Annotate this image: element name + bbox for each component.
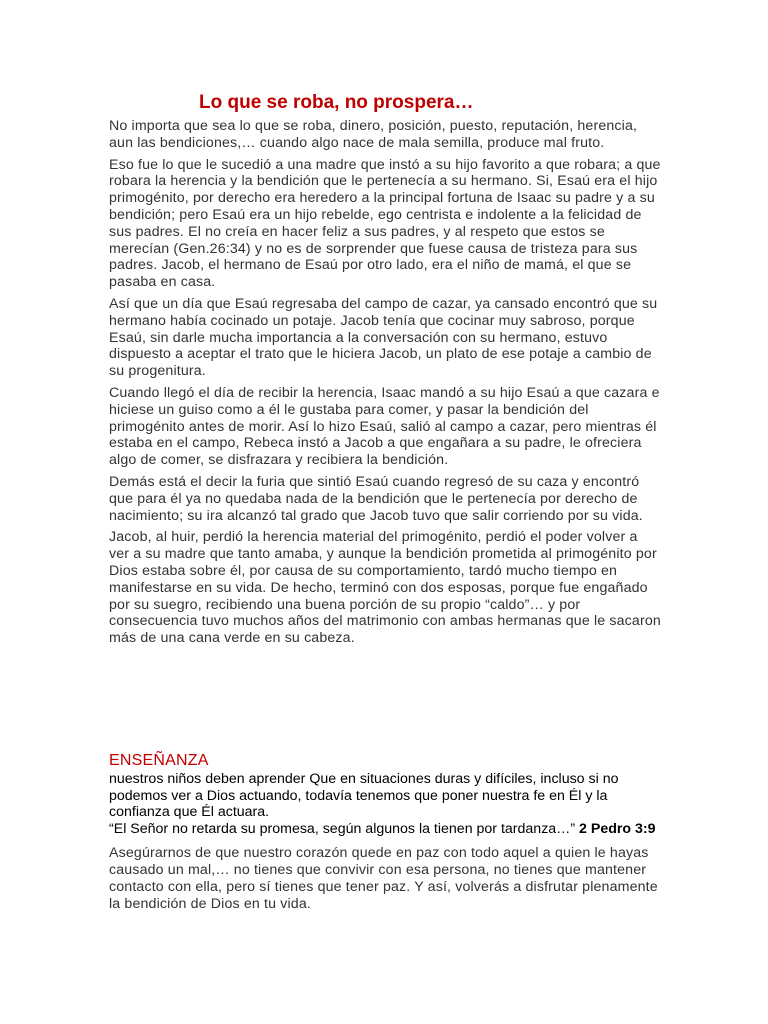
lesson-heading: ENSEÑANZA bbox=[109, 752, 209, 769]
bible-quote-text: “El Señor no retarda su promesa, según algunos la tienen por tardanza…” bbox=[109, 820, 580, 837]
paragraph-mother: Eso fue lo que le sucedió a una madre que instó a su hijo favorito a que robara; a que robara la herencia y la bendición que le pertenecía a su hermano. Si, Esaú era el hijo primogénito, por derecho era heredero a la principal fortuna de Isaac su padre y a su bendición; pero Esaú era un hijo rebelde, ego centrista e indolente a la felicidad de sus padres. El no creía en hacer feliz a sus padres, y al respeto que estos se merecían (Gen.26:34) y no es de sorprender que fuese causa de tristeza para sus padres. Jacob, el hermano de Esaú por otro lado, era el niño de mamá, el que se pasaba en casa. bbox=[109, 156, 661, 291]
paragraph-intro: No importa que sea lo que se roba, dinero, posición, puesto, reputación, herencia, aun las bendiciones,… cuando algo nace de mala semilla, produce mal fruto. bbox=[109, 118, 638, 151]
paragraph-jacob-flight: Jacob, al huir, perdió la herencia material del primogénito, perdió el poder volver a ver a su madre que tanto amaba, y aunque la bendición prometida al primogénito por Dios estaba sobre él, por causa de su comportamiento, tardó mucho tiempo en manifestarse en su vida. De hecho, terminó con dos esposas, porque fue engañado por su suegro, recibiendo una buena porción de su propio “caldo”… y por consecuencia tuvo muchos años del matrimonio con ambas hermanas que le sacaron más de una cana verde en su cabeza. bbox=[109, 529, 661, 647]
lesson-text: nuestros niños deben aprender Que en situaciones duras y difíciles, incluso si no podemos ver a Dios actuando, todavía tenemos que poner nuestra fe en Él y la confianza que Él actuara. bbox=[109, 771, 619, 821]
bible-quote bbox=[109, 821, 661, 838]
story-body bbox=[109, 118, 661, 652]
lesson-section bbox=[109, 752, 661, 913]
paragraph-potaje: Así que un día que Esaú regresaba del campo de cazar, ya cansado encontró que su hermano había cocinado un potaje. Jacob tenía que cocinar muy sabroso, porque Esaú, sin darle mucha importancia a la conversación con su hermano, estuvo dispuesto a aceptar el trato que le hiciera Jacob, un plato de ese potaje a cambio de su progenitura. bbox=[109, 295, 658, 380]
document-title: Lo que se roba, no prospera… bbox=[199, 92, 474, 113]
bible-quote-reference: 2 Pedro 3:9 bbox=[579, 820, 656, 837]
paragraph-fury: Demás está el decir la furia que sintió Esaú cuando regresó de su caza y encontró que para él ya no quedaba nada de la bendición que le pertenecía por derecho de nacimiento; su ira alcanzó tal grado que Jacob tuvo que salir corriendo por su vida. bbox=[109, 473, 643, 524]
closing-paragraph: Asegúrarnos de que nuestro corazón quede en paz con todo aquel a quien le hayas causado un mal,… no tienes que convivir con esa persona, no tienes que mantener contacto con ella, pero sí tienes que tener paz. Y así, volverás a disfrutar plenamente la bendición de Dios en tu vida. bbox=[109, 845, 658, 912]
paragraph-inheritance: Cuando llegó el día de recibir la herencia, Isaac mandó a su hijo Esaú a que cazara e hiciese un guiso como a él le gustaba para comer, y pasar la bendición del primogénito antes de morir. Así lo hizo Esaú, salió al campo a cazar, pero mientras él estaba en el campo, Rebeca instó a Jacob a que engañara a su padre, le ofreciera algo de comer, se disfrazara y recibiera la bendición. bbox=[109, 384, 660, 469]
